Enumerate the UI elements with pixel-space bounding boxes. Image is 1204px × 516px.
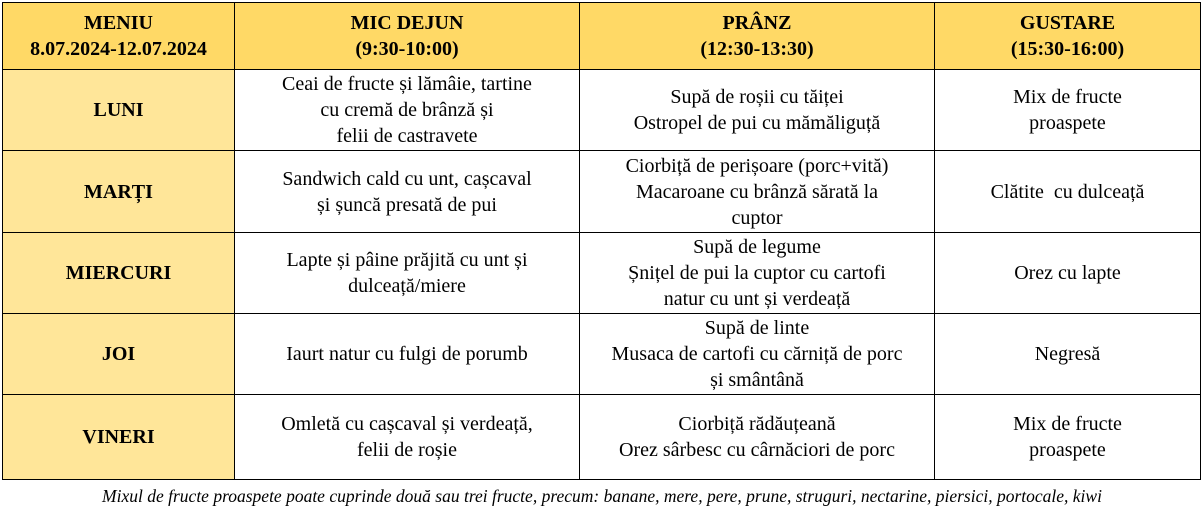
snack-line: Mix de fructe <box>1013 413 1122 435</box>
snack-line: Clătite cu dulceață <box>990 180 1145 203</box>
snack-line: Mix de fructe <box>1013 86 1122 108</box>
header-snack-title: GUSTARE <box>1019 12 1116 34</box>
lunch-line: Ciorbiță de perișoare (porc+vită) <box>625 154 889 177</box>
header-lunch-title: PRÂNZ <box>722 12 792 34</box>
lunch-line: cuptor <box>731 206 783 229</box>
breakfast-cell <box>235 70 580 151</box>
breakfast-line: Iaurt natur cu fulgi de porumb <box>286 343 528 365</box>
lunch-line: Supă de linte <box>704 317 810 339</box>
day-cell: MARȚI <box>3 151 235 233</box>
day-cell: MIERCURI <box>3 233 235 314</box>
lunch-cell <box>580 151 935 233</box>
breakfast-line: felii de roșie <box>357 439 457 461</box>
header-menu <box>3 3 235 70</box>
menu-table <box>2 2 1201 480</box>
lunch-cell <box>580 395 935 480</box>
lunch-cell <box>580 314 935 395</box>
breakfast-line: Sandwich cald cu unt, cașcaval <box>282 167 532 190</box>
table-row-tuesday <box>3 151 1201 233</box>
breakfast-cell <box>235 314 580 395</box>
lunch-line: Supă de roșii cu tăiței <box>670 86 844 108</box>
breakfast-line: și șuncă presată de pui <box>317 193 497 216</box>
header-snack-time: (15:30-16:00) <box>1010 38 1125 60</box>
header-breakfast-time: (9:30-10:00) <box>355 38 459 60</box>
table-row-friday <box>3 395 1201 480</box>
header-breakfast-title: MIC DEJUN <box>350 12 464 34</box>
snack-cell <box>935 314 1201 395</box>
header-snack <box>935 3 1201 70</box>
header-row <box>3 3 1201 70</box>
breakfast-line: Omletă cu cașcaval și verdeață, <box>281 413 533 435</box>
snack-cell <box>935 151 1201 233</box>
day-cell: LUNI <box>3 70 235 151</box>
lunch-line: natur cu unt și verdeață <box>663 288 851 310</box>
lunch-line: Ostropel de pui cu mămăliguță <box>633 112 881 134</box>
header-lunch <box>580 3 935 70</box>
table-row-wednesday <box>3 233 1201 314</box>
snack-line: Orez cu lapte <box>1014 262 1121 284</box>
header-breakfast <box>235 3 580 70</box>
lunch-line: și smântână <box>710 369 804 391</box>
breakfast-line: Lapte și pâine prăjită cu unt și <box>286 249 528 271</box>
breakfast-line: Ceai de fructe și lămâie, tartine <box>282 73 532 95</box>
breakfast-line: dulceață/miere <box>348 275 466 297</box>
breakfast-cell <box>235 233 580 314</box>
breakfast-cell <box>235 151 580 233</box>
lunch-line: Șnițel de pui la cuptor cu cartofi <box>628 262 886 284</box>
snack-line: Negresă <box>1034 343 1101 365</box>
table-row-monday <box>3 70 1201 151</box>
lunch-line: Musaca de cartofi cu cărniță de porc <box>611 343 903 365</box>
lunch-cell <box>580 70 935 151</box>
snack-line: proaspete <box>1029 112 1106 134</box>
lunch-line: Orez sârbesc cu cârnăciori de porc <box>619 439 895 461</box>
day-cell: VINERI <box>3 395 235 480</box>
lunch-line: Supă de legume <box>693 236 821 258</box>
header-menu-dates: 8.07.2024-12.07.2024 <box>30 38 207 60</box>
header-lunch-time: (12:30-13:30) <box>700 38 814 60</box>
breakfast-line: felii de castravete <box>336 125 478 147</box>
breakfast-cell <box>235 395 580 480</box>
header-menu-title: MENIU <box>84 12 153 34</box>
day-cell: JOI <box>3 314 235 395</box>
snack-cell <box>935 233 1201 314</box>
table-row-thursday <box>3 314 1201 395</box>
snack-cell <box>935 395 1201 480</box>
breakfast-line: cu cremă de brânză și <box>320 99 494 121</box>
lunch-cell <box>580 233 935 314</box>
lunch-line: Macaroane cu brânză sărată la <box>635 180 879 203</box>
lunch-line: Ciorbiță rădăuțeană <box>678 413 836 435</box>
footnote: Mixul de fructe proaspete poate cuprinde două sau trei fructe, precum: banane, mere, pere, prune, struguri, nectarine, piersici, portocale, kiwi <box>102 486 1102 506</box>
snack-cell <box>935 70 1201 151</box>
snack-line: proaspete <box>1029 439 1106 461</box>
